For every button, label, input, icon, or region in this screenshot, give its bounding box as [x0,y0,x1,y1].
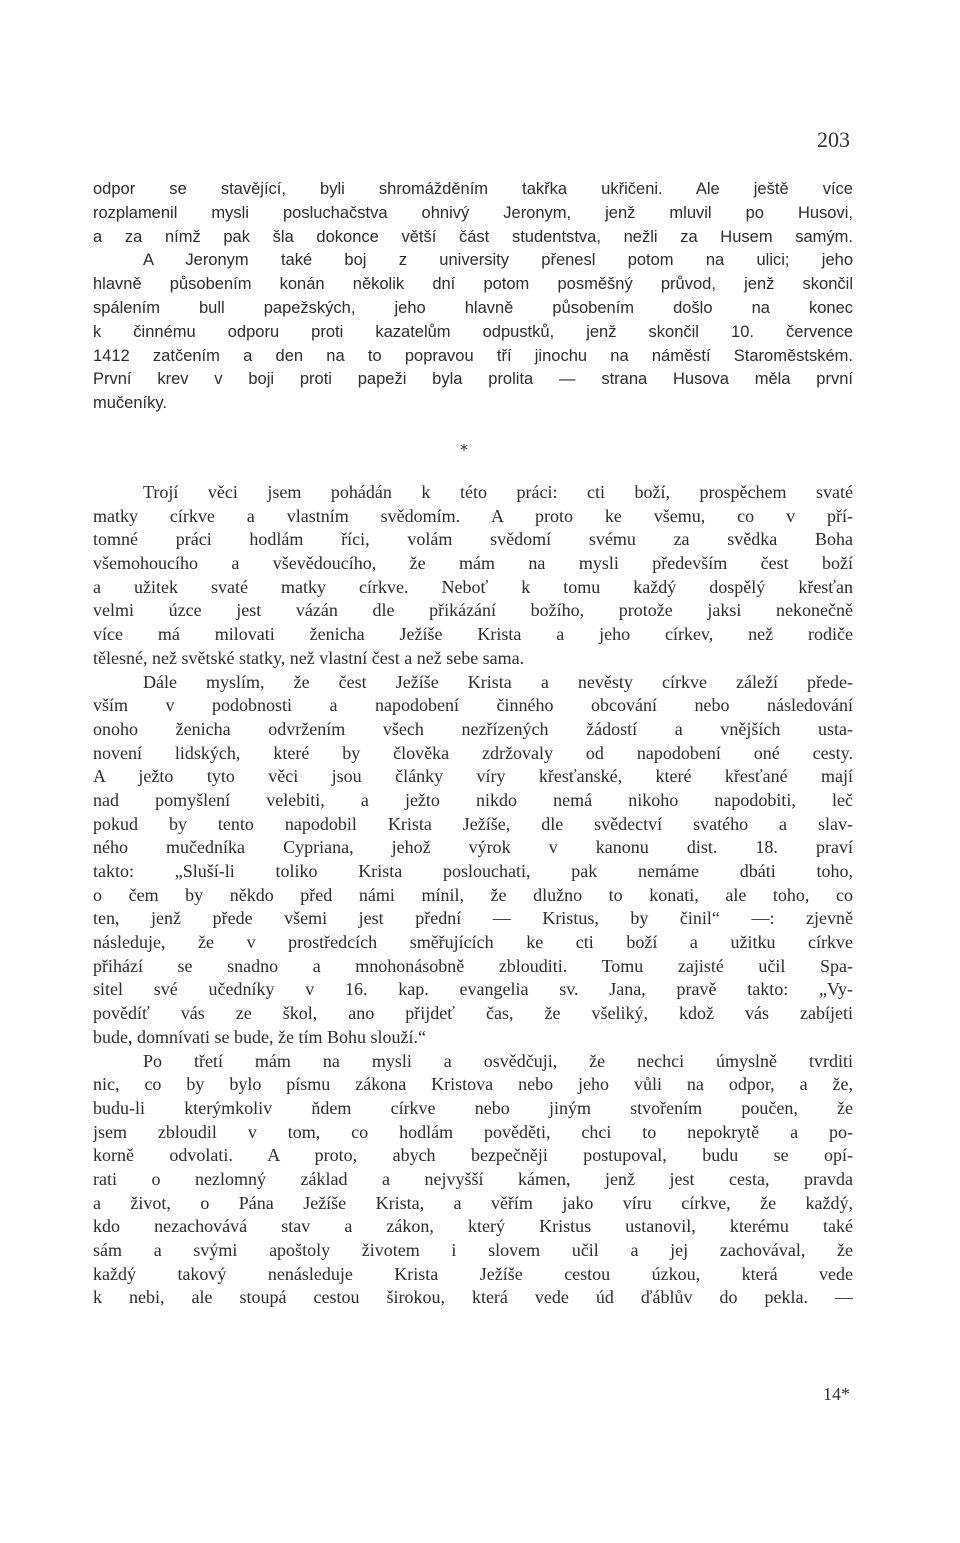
text-line: odpor se stavějící, byli shromážděním takřka ukřičeni. Ale ještě více [93,180,853,198]
text-line: sitel své učedníky v 16. kap. evangelia sv. Jana, pravě takto: „Vy- [93,979,853,1000]
text-line: Trojí věci jsem pohádán k této práci: cti boží, prospěchem svaté [143,482,853,502]
text-line: každý takový nenásleduje Krista Ježíše cestou úzkou, která vede [93,1263,853,1284]
text-line: mučeníky. [93,394,167,413]
text-line: k nebi, ale stoupá cestou širokou, která vede úd ďáblův do pekla. — [93,1287,853,1308]
text-line: a za nímž pak šla dokonce větší část studentstva, nežli za Husem samým. [93,227,853,246]
paragraph-protestation [93,481,853,1310]
text-line: onoho ženicha odvržením všech nezřízených žádostí a vnějších usta- [93,718,853,739]
text-line: pokud by tento napodobil Krista Ježíše, dle svědectví svatého a slav- [93,813,853,834]
text-line: budu-li kterýmkoliv ňdem církve nebo jiným stvořením poučen, že [93,1097,853,1118]
text-line: k činnému odporu proti kazatelům odpustků, jenž skončil 10. července [93,322,853,341]
text-line: vším v podobnosti a napodobení činného obcování nebo následování [93,695,853,716]
text-line: ten, jenž přede všemi jest přední — Kristus, by činil“ —: zjevně [93,908,853,929]
paragraph-jeronym [93,178,853,416]
text-line: 1412 zatčením a den na to popravou tří jinochu na náměstí Staroměstském. [93,346,853,365]
text-line: matky církve a vlastním svědomím. A proto ke všemu, co v pří- [93,505,853,526]
text-line: novení lidských, které by člověka zdržovaly od napodobení oné cesty. [93,742,853,763]
text-line: První krev v boji proti papeži byla prolita — strana Husova měla první [93,370,853,389]
text-line: více má milovati ženicha Ježíše Krista a jeho církev, než rodiče [93,624,853,645]
text-line: přihází se snadno a mnohonásobně zblouditi. Tomu zajisté učil Spa- [93,955,853,976]
text-line: A Jeronym také boj z university přenesl potom na ulici; jeho [143,251,853,270]
text-line: A ježto tyto věci jsou články víry křesťanské, které křesťané mají [93,766,853,787]
text-line: a užitek svaté matky církve. Neboť k tomu každý dospělý křesťan [93,576,853,597]
text-line: všemohoucího a vševědoucího, že mám na mysli především čest boží [93,553,853,574]
text-line: nad pomyšlení velebiti, a ježto nikdo nemá nikoho napodobiti, leč [93,789,853,810]
text-line: tělesné, než světské statky, než vlastní čest a než sebe sama. [93,647,525,668]
text-line: spálením bull papežských, jeho hlavně působením došlo na konec [93,298,853,317]
text-line: velmi úzce jest vázán dle přikázání božího, protože jaksi nekonečně [93,600,853,621]
text-line: rozplamenil mysli posluchačstva ohnivý Jeronym, jenž mluvil po Husovi, [93,203,853,222]
text-line: hlavně působením konán několik dní potom posměšný průvod, jenž skončil [93,275,853,294]
text-line: korně odvolati. A proto, abych bezpečněji postupoval, budu se opí- [93,1145,853,1166]
text-line: tomné práci hodlám říci, volám svědomí svému za svědka Boha [93,529,853,550]
text-line: nic, co by bylo písmu zákona Kristova nebo jeho vůli na odpor, a že, [93,1074,853,1095]
page-number: 203 [817,127,850,152]
section-asterism: * [460,440,468,459]
text-line: povědíť vás ze škol, ano přijdeť čas, že všeliký, kdož vás zabíjeti [93,1003,853,1024]
signature-mark: 14* [823,1384,850,1404]
text-line: o čem by někdo před námi mínil, že dlužno to konati, ale toho, co [93,884,853,905]
text-line: sám a svými apoštoly životem i slovem učil a jej zachovával, že [93,1240,853,1260]
text-line: bude, domnívati se bude, že tím Bohu slouží.“ [93,1026,426,1047]
text-line: a život, o Pána Ježíše Krista, a věřím jako víru církve, že každý, [93,1192,853,1213]
text-line: jsem zbloudil v tom, co hodlám pověděti, chci to nepokrytě a po- [93,1121,853,1142]
text-line: Po třetí mám na mysli a osvědčuji, že nechci úmyslně tvrditi [143,1050,853,1071]
text-line: kdo nezachovává stav a zákon, který Kristus ustanovil, kterému také [93,1216,853,1237]
text-line: ného mučedníka Cypriana, jehož výrok v kanonu dist. 18. praví [93,837,853,858]
text-line: takto: „Sluší-li toliko Krista poslouchati, pak nemáme dbáti toho, [93,861,853,881]
text-line: rati o nezlomný základ a nejvyšší kámen, jenž jest cesta, pravda [93,1168,853,1189]
text-line: následuje, že v prostředcích směřujících ke cti boží a užitku církve [93,932,853,953]
text-line: Dále myslím, že čest Ježíše Krista a nevěsty církve záleží přede- [143,671,853,692]
